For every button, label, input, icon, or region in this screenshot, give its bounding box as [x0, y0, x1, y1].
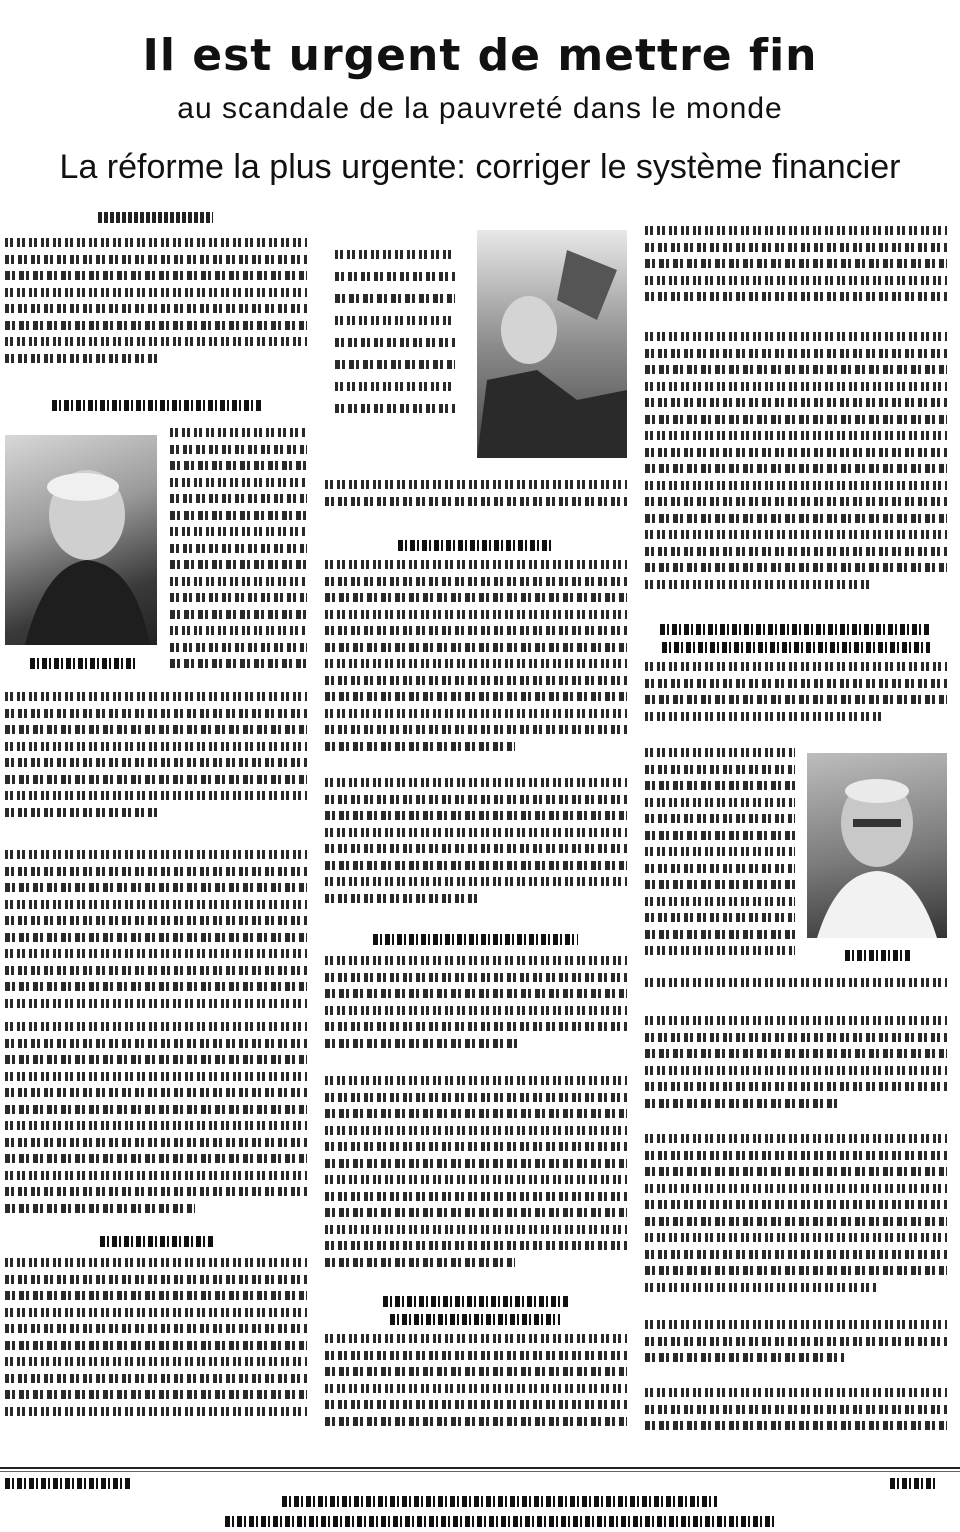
footer-right	[890, 1478, 935, 1489]
text-line	[5, 725, 307, 734]
text-line	[5, 288, 307, 297]
text-line	[645, 978, 947, 987]
text-line	[170, 626, 307, 635]
text-line	[325, 1175, 627, 1184]
text-line	[645, 814, 795, 823]
photo-crowd-protest	[477, 230, 627, 458]
text-line	[645, 765, 795, 774]
text-line	[325, 659, 627, 668]
text-line	[5, 1258, 307, 1267]
text-line	[325, 778, 627, 787]
text-line	[5, 791, 307, 800]
text-line	[325, 1384, 627, 1393]
text-line	[325, 725, 627, 734]
text-line	[325, 1126, 627, 1135]
text-line	[645, 1388, 947, 1397]
text-line	[5, 1039, 307, 1048]
col2-subhead	[398, 540, 553, 551]
text-line	[645, 448, 947, 457]
text-line	[170, 478, 307, 487]
text-line	[325, 1039, 521, 1048]
text-line	[645, 226, 947, 235]
text-line	[335, 338, 455, 347]
text-line	[325, 1417, 627, 1426]
col3-para	[645, 226, 947, 316]
col2-subhead	[373, 934, 578, 945]
text-line	[335, 404, 455, 413]
portrait-figure	[5, 435, 157, 645]
text-line	[645, 1320, 947, 1329]
text-line	[645, 349, 947, 358]
col3-para	[645, 1320, 947, 1380]
text-line	[325, 877, 627, 886]
text-line	[5, 354, 159, 363]
text-line	[325, 1093, 627, 1102]
text-line	[5, 304, 307, 313]
text-line	[170, 610, 307, 619]
text-line	[325, 1142, 627, 1151]
text-line	[5, 999, 307, 1008]
col3-para	[645, 1016, 947, 1126]
col1-subhead	[100, 1236, 215, 1247]
text-line	[325, 1241, 627, 1250]
text-line	[325, 844, 627, 853]
text-line	[5, 1022, 307, 1031]
text-line	[325, 1367, 627, 1376]
text-line	[325, 1006, 627, 1015]
text-line	[5, 1105, 307, 1114]
text-line	[645, 580, 872, 589]
text-line	[325, 480, 627, 489]
text-line	[335, 250, 455, 259]
footer-rule	[0, 1467, 960, 1469]
text-line	[645, 679, 947, 688]
text-line	[645, 662, 947, 671]
text-line	[5, 692, 307, 701]
text-line	[325, 795, 627, 804]
text-line	[645, 563, 947, 572]
text-line	[5, 1308, 307, 1317]
text-line	[170, 428, 307, 437]
footer-line-1	[282, 1496, 717, 1507]
text-line	[645, 1049, 947, 1058]
text-line	[170, 593, 307, 602]
text-line	[5, 775, 307, 784]
col3-para	[645, 332, 947, 610]
text-line	[645, 365, 947, 374]
text-line	[5, 1291, 307, 1300]
text-line	[325, 676, 627, 685]
text-line	[170, 494, 307, 503]
text-line	[645, 1233, 947, 1242]
photo-scene	[477, 230, 627, 458]
text-line	[325, 626, 627, 635]
text-line	[645, 1353, 844, 1362]
col2-para	[325, 778, 627, 920]
text-line	[5, 1204, 195, 1213]
col1-para	[5, 238, 307, 383]
text-line	[5, 1121, 307, 1130]
text-line	[5, 1187, 307, 1196]
text-line	[5, 900, 307, 909]
col1-para	[5, 1022, 307, 1222]
text-line	[325, 560, 627, 569]
text-line	[5, 1072, 307, 1081]
text-line	[645, 398, 947, 407]
text-line	[325, 593, 627, 602]
text-line	[5, 1390, 307, 1399]
text-line	[170, 560, 307, 569]
text-line	[5, 883, 307, 892]
text-line	[645, 1405, 947, 1414]
col3-beside-photo	[645, 748, 795, 978]
text-line	[325, 1192, 627, 1201]
text-line	[645, 1066, 947, 1075]
text-line	[5, 1374, 307, 1383]
text-line	[325, 742, 515, 751]
col3-subhead	[660, 624, 930, 635]
photo-pope-pius	[807, 753, 947, 938]
text-line	[5, 321, 307, 330]
text-line	[645, 864, 795, 873]
text-line	[5, 933, 307, 942]
col2-para	[325, 1076, 627, 1286]
col1-subhead	[52, 400, 262, 411]
col3-subhead	[662, 642, 930, 653]
text-line	[325, 610, 627, 619]
text-line	[645, 913, 795, 922]
text-line	[170, 445, 307, 454]
subheadline: au scandale de la pauvreté dans le monde	[177, 92, 783, 125]
text-line	[645, 712, 884, 721]
text-line	[645, 259, 947, 268]
text-line	[645, 332, 947, 341]
text-line	[325, 828, 627, 837]
text-line	[645, 514, 947, 523]
text-line	[5, 1138, 307, 1147]
text-line	[645, 1134, 947, 1143]
text-line	[325, 1351, 627, 1360]
text-line	[5, 867, 307, 876]
text-line	[645, 1033, 947, 1042]
text-line	[335, 294, 455, 303]
text-line	[645, 497, 947, 506]
text-line	[645, 1016, 947, 1025]
text-line	[325, 577, 627, 586]
text-line	[645, 1082, 947, 1091]
text-line	[5, 966, 307, 975]
text-line	[325, 1076, 627, 1085]
col1-para	[5, 692, 307, 837]
text-line	[645, 547, 947, 556]
text-line	[170, 643, 307, 652]
text-line	[325, 497, 627, 506]
col3-para	[645, 662, 947, 742]
col1-para	[5, 850, 307, 1015]
text-line	[645, 897, 795, 906]
text-line	[325, 643, 627, 652]
text-line	[325, 1258, 515, 1267]
text-line	[325, 861, 627, 870]
text-line	[645, 946, 795, 955]
kicker: La réforme la plus urgente: corriger le système financier	[59, 148, 901, 186]
col2-subhead	[383, 1296, 568, 1307]
col2-para	[325, 560, 627, 765]
text-line	[335, 360, 455, 369]
col3-para	[645, 1388, 947, 1448]
text-line	[645, 1099, 841, 1108]
text-line	[5, 1088, 307, 1097]
text-line	[335, 382, 455, 391]
text-line	[645, 880, 795, 889]
text-line	[5, 255, 307, 264]
text-line	[645, 431, 947, 440]
text-line	[645, 276, 947, 285]
text-line	[645, 1250, 947, 1259]
text-line	[170, 511, 307, 520]
text-line	[325, 1159, 627, 1168]
text-line	[325, 1022, 627, 1031]
text-line	[325, 989, 627, 998]
col2-para	[325, 1334, 627, 1446]
text-line	[5, 337, 307, 346]
text-line	[325, 1400, 627, 1409]
text-line	[5, 1341, 307, 1350]
text-line	[5, 1357, 307, 1366]
text-line	[5, 1055, 307, 1064]
byline	[98, 212, 213, 223]
footer-line-2	[225, 1516, 775, 1527]
text-line	[645, 748, 795, 757]
text-line	[5, 1171, 307, 1180]
text-line	[5, 982, 307, 991]
col3-para	[645, 1134, 947, 1309]
text-line	[5, 916, 307, 925]
col1-beside-photo	[170, 428, 307, 678]
footer-rule-thin	[0, 1471, 960, 1472]
photo-caption-2	[845, 950, 910, 961]
text-line	[645, 1200, 947, 1209]
text-line	[170, 461, 307, 470]
col3-para	[645, 978, 947, 1008]
text-line	[5, 1275, 307, 1284]
text-line	[325, 1208, 627, 1217]
text-line	[645, 1184, 947, 1193]
text-line	[645, 292, 947, 301]
text-line	[335, 316, 455, 325]
text-line	[5, 850, 307, 859]
text-line	[645, 415, 947, 424]
text-line	[5, 742, 307, 751]
text-line	[325, 811, 627, 820]
col2-para	[325, 956, 627, 1066]
text-line	[325, 692, 627, 701]
text-line	[5, 238, 307, 247]
photo-pope-john-paul	[5, 435, 157, 645]
text-line	[645, 1337, 947, 1346]
photo-caption-1	[30, 658, 135, 669]
text-line	[645, 382, 947, 391]
text-line	[645, 1283, 878, 1292]
text-line	[645, 1217, 947, 1226]
headline: Il est urgent de mettre fin	[142, 30, 818, 81]
text-line	[5, 1324, 307, 1333]
text-line	[5, 808, 159, 817]
portrait-figure	[807, 753, 947, 938]
text-line	[645, 695, 947, 704]
col1-para	[5, 1258, 307, 1438]
text-line	[325, 894, 479, 903]
text-line	[325, 709, 627, 718]
col2-subhead	[390, 1314, 560, 1325]
text-line	[645, 781, 795, 790]
text-line	[170, 577, 307, 586]
col2-para	[325, 480, 627, 528]
text-line	[645, 464, 947, 473]
text-line	[645, 831, 795, 840]
text-line	[325, 973, 627, 982]
text-line	[5, 1407, 307, 1416]
text-line	[170, 544, 307, 553]
text-line	[645, 1167, 947, 1176]
text-line	[5, 1154, 307, 1163]
text-line	[645, 1421, 947, 1430]
text-line	[170, 527, 307, 536]
text-line	[645, 1151, 947, 1160]
text-line	[645, 1266, 947, 1275]
text-line	[645, 530, 947, 539]
text-line	[645, 798, 795, 807]
pull-quote	[335, 250, 455, 445]
text-line	[5, 709, 307, 718]
text-line	[645, 481, 947, 490]
text-line	[5, 271, 307, 280]
text-line	[325, 1334, 627, 1343]
footer-left	[5, 1478, 130, 1489]
text-line	[645, 243, 947, 252]
text-line	[325, 956, 627, 965]
text-line	[5, 949, 307, 958]
text-line	[170, 659, 307, 668]
text-line	[645, 930, 795, 939]
text-line	[325, 1225, 627, 1234]
text-line	[5, 758, 307, 767]
text-line	[325, 1109, 627, 1118]
text-line	[335, 272, 455, 281]
text-line	[645, 847, 795, 856]
